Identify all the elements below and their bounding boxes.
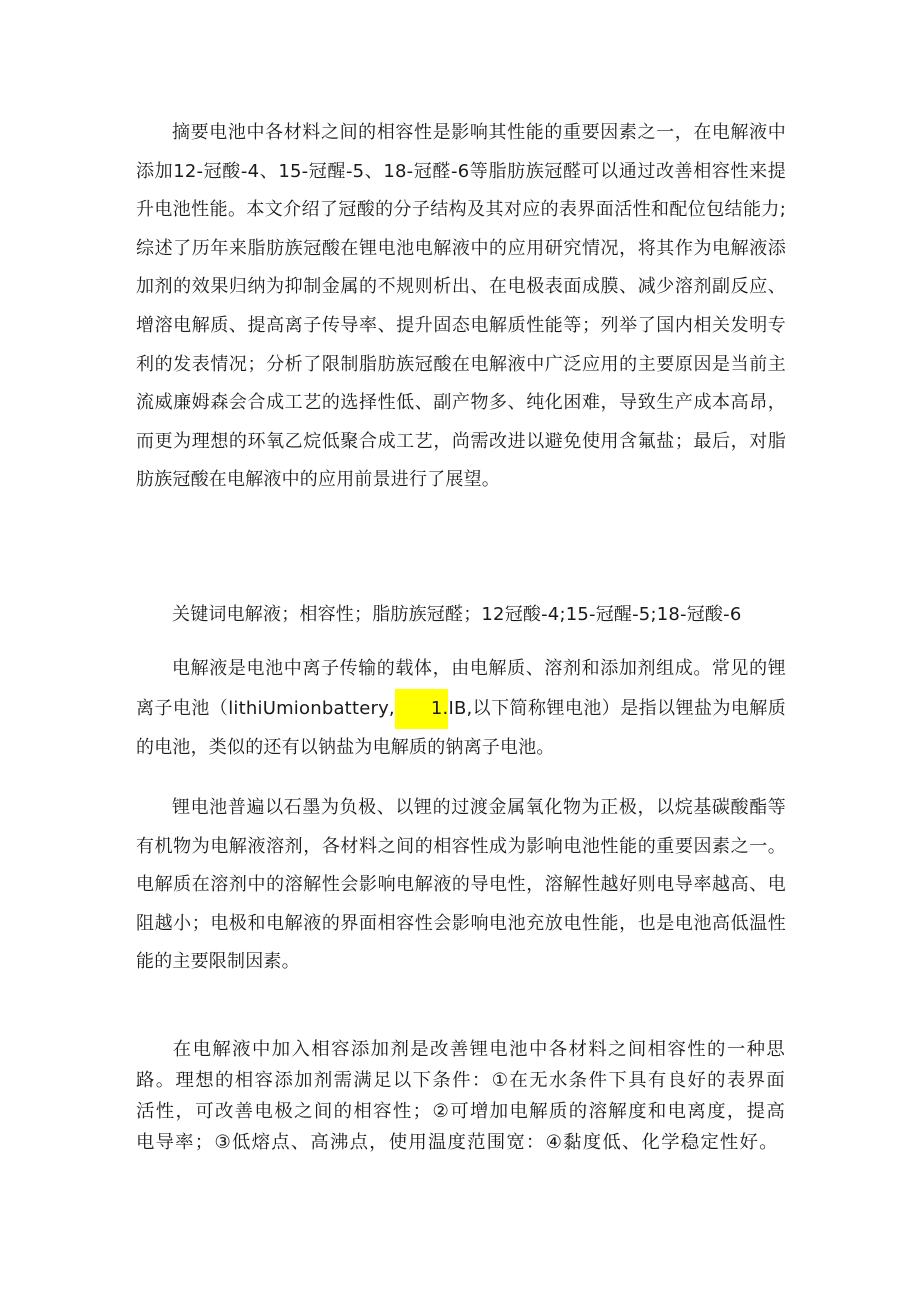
highlighted-text: 1.: [395, 689, 449, 729]
electrode-text: 锂电池普遍以石墨为负极、以锂的过渡金属氧化物为正极，以烷基碳酸酯等有机物为电解液溶剂，各材料之间的相容性成为影响电池性能的重要因素之一。电解质在溶剂中的溶解性会影响电解液的导电性，溶解性越好则电导率越高、电阻越小；电极和电解液的界面相容性会影响电池充放电性能，也是电池高低温性能的主要限制因素。: [136, 797, 786, 973]
keywords-paragraph: [136, 596, 786, 635]
additive-text: 在电解液中加入相容添加剂是改善锂电池中各材料之间相容性的一种思路。理想的相容添加剂需满足以下条件：①在无水条件下具有良好的表界面活性，可改善电极之间的相容性；②可增加电解质的溶解度和电离度，提高电导率；③低熔点、高沸点，使用温度范围宽：④黏度低、化学稳定性好。: [136, 1039, 786, 1153]
intro-paragraph: [136, 650, 786, 767]
intro-text: [136, 650, 786, 767]
abstract-text: 摘要电池中各材料之间的相容性是影响其性能的重要因素之一，在电解液中添加12-冠酸-4、15-冠醒-5、18-冠醛-6等脂肪族冠醛可以通过改善相容性来提升电池性能。本文介绍了冠酸的分子结构及其对应的表界面活性和配位包结能力;综述了历年来脂肪族冠酸在锂电池电解液中的应用研究情况，将其作为电解液添加剂的效果归纳为抑制金属的不规则析出、在电极表面成膜、减少溶剂副反应、增溶电解质、提高离子传导率、提升固态电解质性能等；列举了国内相关发明专利的发表情况；分析了限制脂肪族冠酸在电解液中广泛应用的主要原因是当前主流威廉姆森会合成工艺的选择性低、副产物多、纯化困难，导致生产成本高昂，而更为理想的环氧乙烷低聚合成工艺，尚需改进以避免使用含氟盐；最后，对脂肪族冠酸在电解液中的应用前景进行了展望。: [136, 122, 786, 491]
additive-paragraph: [136, 1034, 786, 1158]
abstract-paragraph: [136, 114, 786, 500]
intro-text-before: 电解液是电池中离子传输的载体，由电解质、溶剂和添加剂组成。常见的锂离子电池（lithiUmionbattery,: [136, 658, 786, 719]
intro-text-after: IB,以下简称锂电池）是指以锂盐为电解质的电池，类似的还有以钠盐为电解质的钠离子电池。: [136, 697, 786, 758]
electrode-paragraph: [136, 789, 786, 982]
keywords-text: 关键词电解液；相容性；脂肪族冠醛；12冠酸-4;15-冠醒-5;18-冠酸-6: [172, 604, 742, 625]
